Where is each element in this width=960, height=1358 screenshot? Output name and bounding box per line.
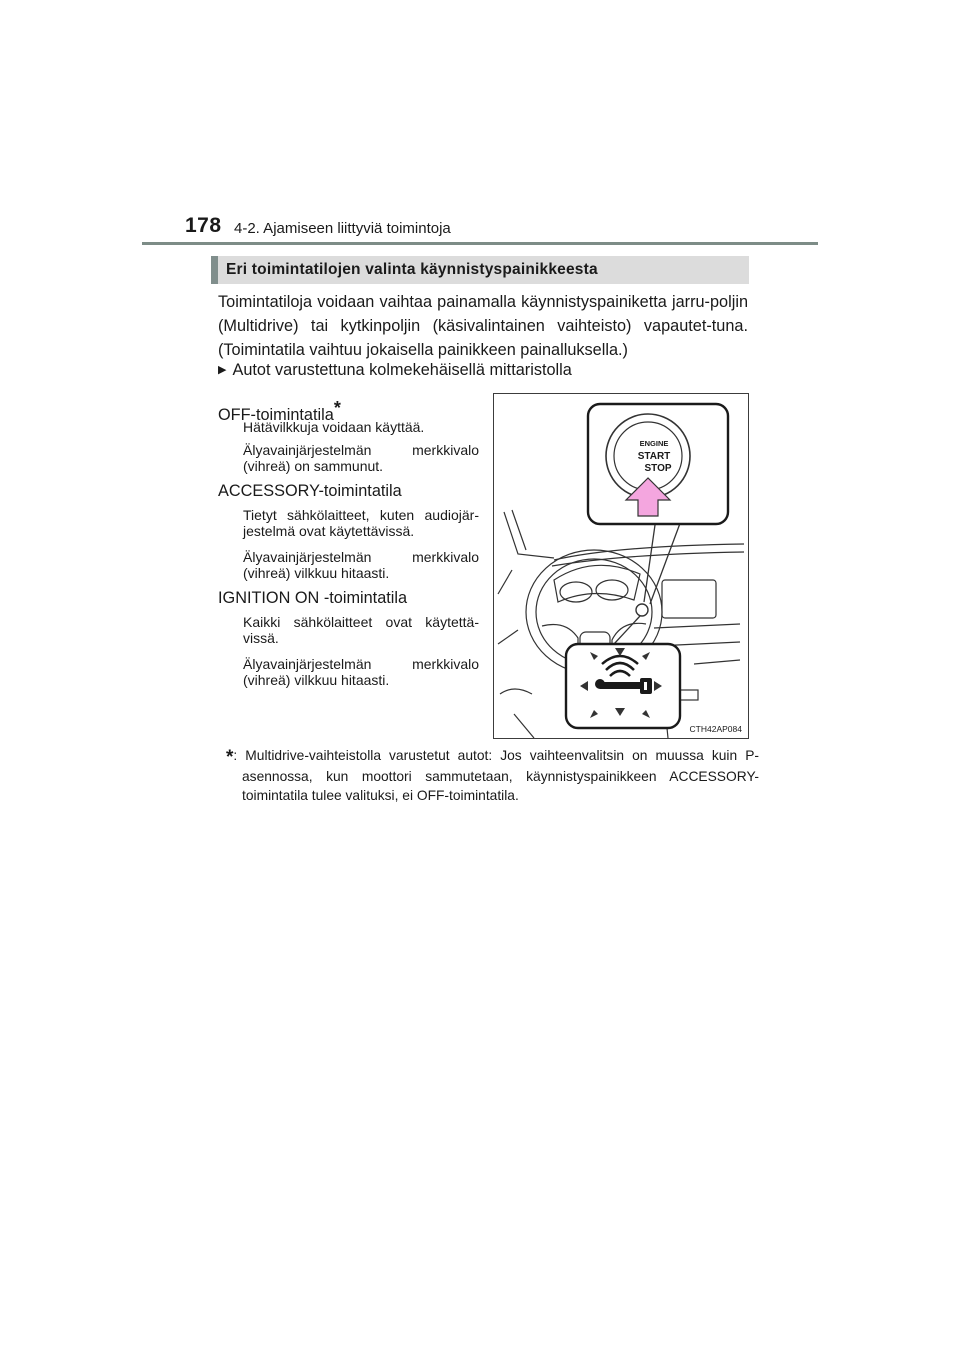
- mode-desc-line: Tietyt sähkölaitteet, kuten audiojär-jestelmä ovat käytettävissä.: [243, 507, 479, 539]
- mode-desc-line: Älyavainjärjestelmän merkkivalo (vihreä) vilkkuu hitaasti.: [243, 549, 479, 581]
- intro-paragraph: Toimintatiloja voidaan vaihtaa painamalla käynnistyspainiketta jarru-poljin (Multidrive) tai kytkinpoljin (käsivalintainen vaihteisto) vapautet-tuna. (Toimintatila vaihtuu jokaisella painikkeen painalluksella.): [218, 293, 748, 359]
- section-heading-bar: [211, 256, 749, 284]
- sub-heading-text: Autot varustettuna kolmekehäisellä mittaristolla: [232, 361, 572, 379]
- triangle-bullet-icon: ▶: [218, 364, 227, 376]
- button-label-stop: STOP: [644, 463, 672, 474]
- mode-title-ignition: IGNITION ON -toimintatila: [218, 589, 408, 607]
- figure-code: CTH42AP084: [689, 724, 742, 734]
- footnote-marker: *: [333, 398, 341, 418]
- mode-title-text: OFF-toimintatila: [218, 406, 334, 424]
- sub-heading: [218, 361, 572, 380]
- header-divider: [142, 242, 818, 245]
- dashboard-illustration: [493, 393, 749, 739]
- mode-desc-line: Kaikki sähkölaitteet ovat käytettä-vissä.: [243, 614, 479, 646]
- button-label-engine: ENGINE: [639, 439, 669, 448]
- footnote: [226, 746, 759, 805]
- mode-desc-line: Hätävilkkuja voidaan käyttää.: [243, 419, 425, 435]
- footnote-text: : Multidrive-vaihteistolla varustetut autot: Jos vaihteenvalitsin on muussa kuin P-asennossa, kun moottori sammutetaan, käynnistyspainikkeen ACCESSORY-toimintatila tulee valituksi, ei OFF-toimintatila.: [233, 748, 759, 803]
- mode-desc-line: Älyavainjärjestelmän merkkivalo (vihreä) vilkkuu hitaasti.: [243, 656, 479, 688]
- section-title: Eri toimintatilojen valinta käynnistyspainikkeesta: [226, 261, 598, 278]
- footnote-marker: *: [226, 747, 234, 768]
- mode-desc-line: Älyavainjärjestelmän merkkivalo (vihreä) on sammunut.: [243, 442, 479, 474]
- page-number: 178: [185, 214, 222, 237]
- start-button-small-icon: [636, 604, 648, 616]
- chapter-title: 4-2. Ajamiseen liittyviä toimintoja: [234, 220, 451, 237]
- mode-title-accessory: ACCESSORY-toimintatila: [218, 482, 402, 500]
- button-label-start: START: [637, 451, 671, 462]
